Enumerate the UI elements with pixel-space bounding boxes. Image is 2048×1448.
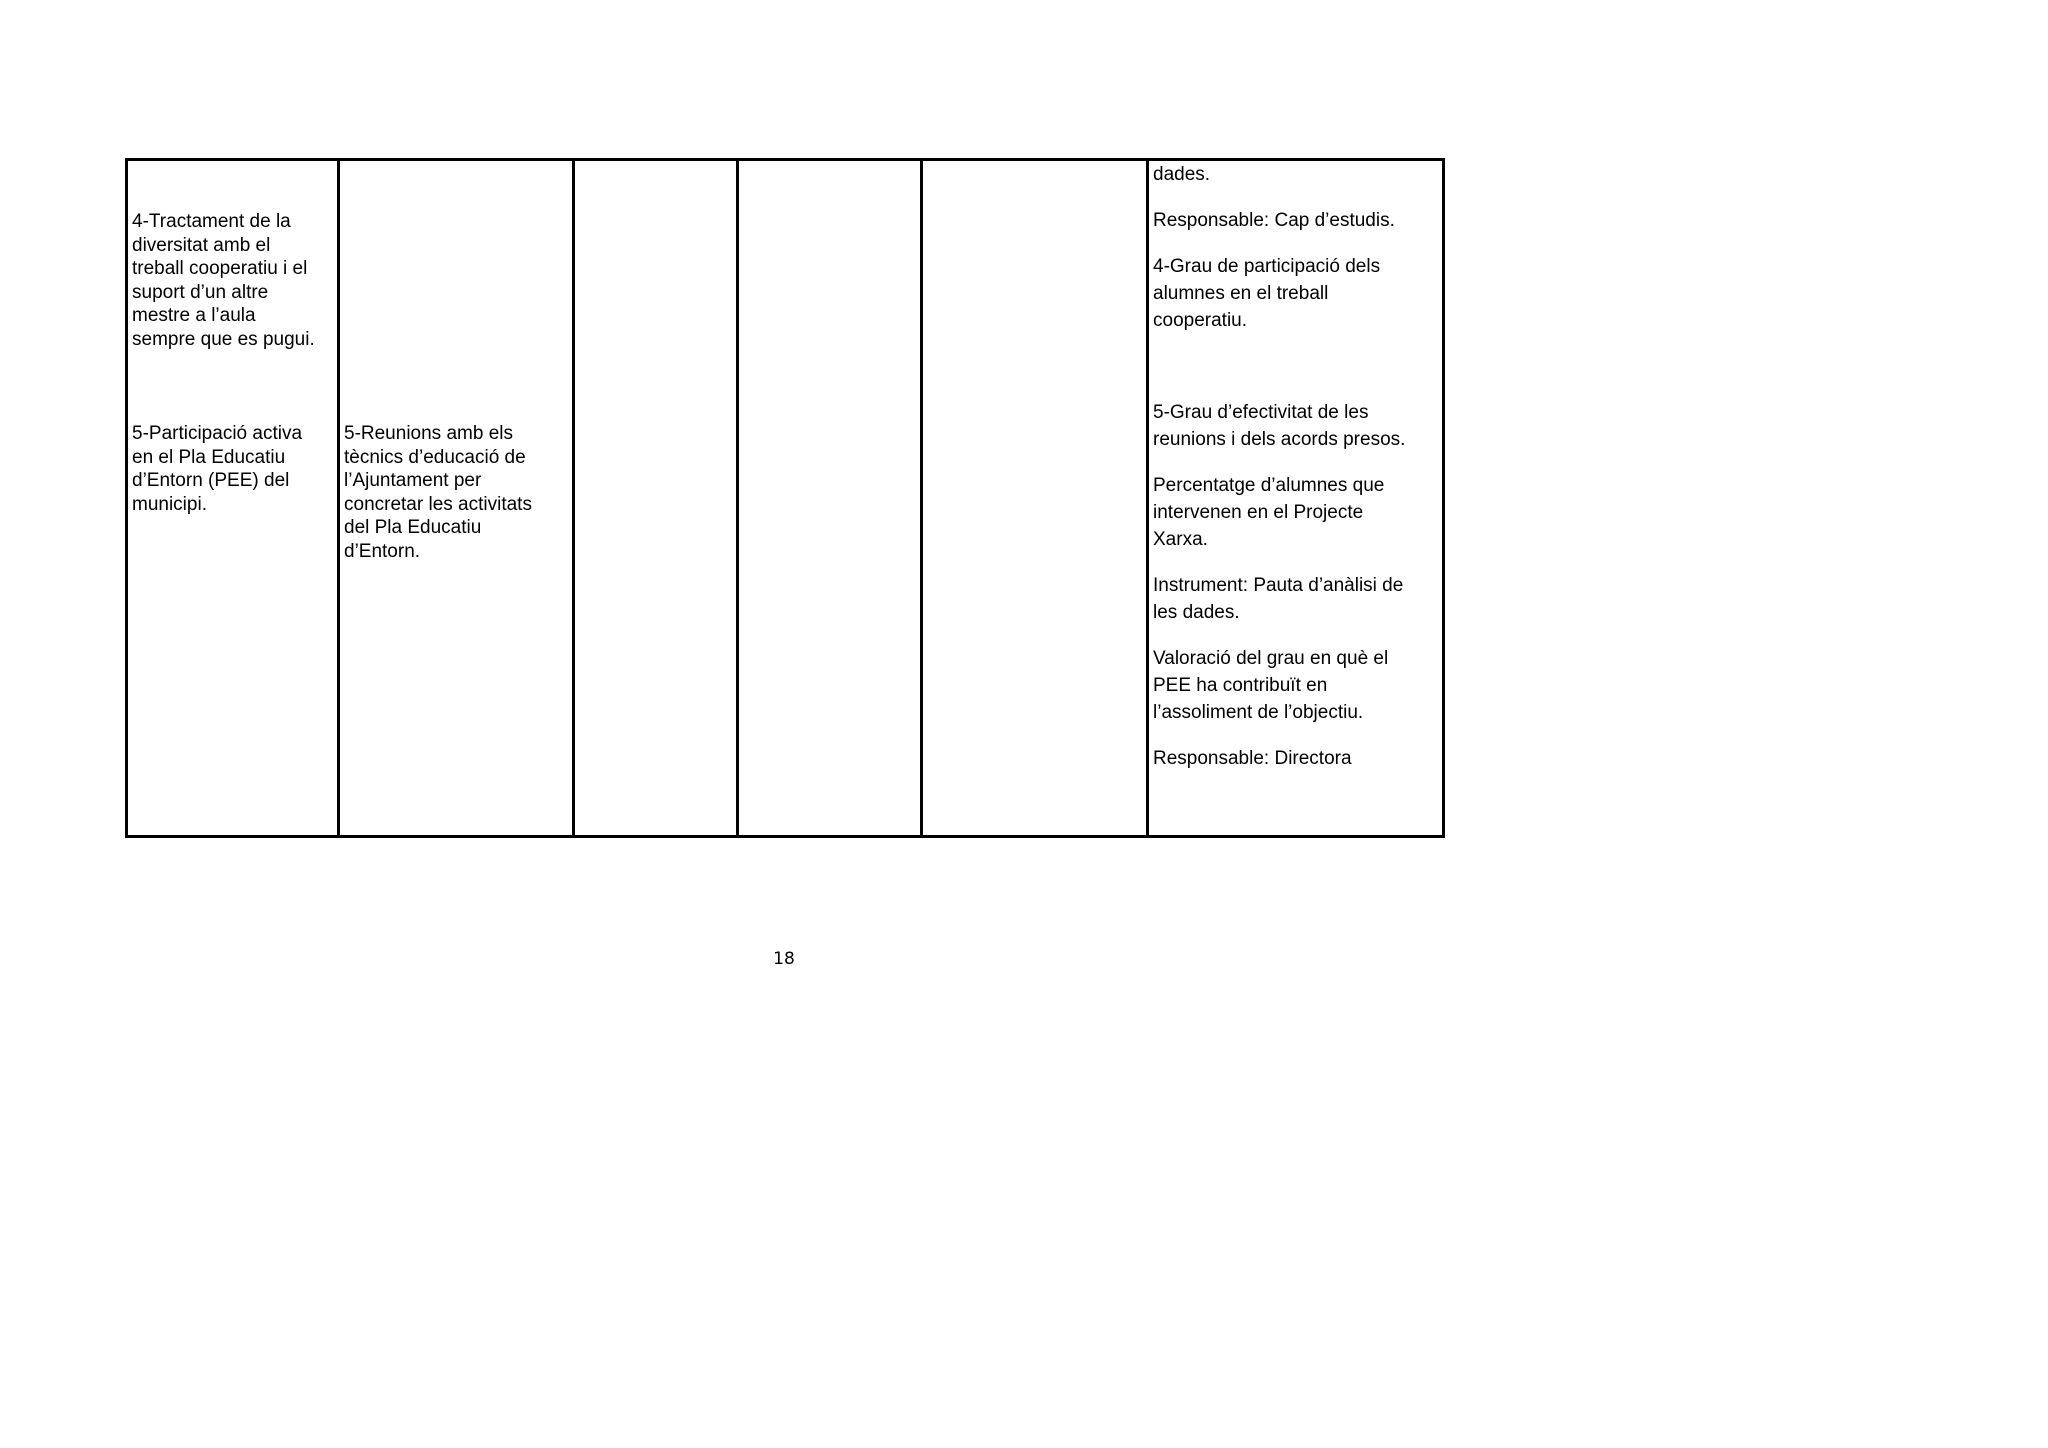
indicator-paragraph: 4-Grau de participació dels alumnes en el treball cooperatiu. bbox=[1153, 256, 1381, 331]
objective-4-text: 4-Tractament de la diversitat amb el treball cooperatiu i el suport d’un altre mestre a l’aula sempre que es pugui. bbox=[132, 211, 315, 350]
action-5-text: 5-Reunions amb els tècnics d’educació de l’Ajuntament per concretar les activitats del Pla Educatiu d’Entorn. bbox=[344, 423, 532, 562]
indicator-paragraph: Responsable: Cap d’estudis. bbox=[1153, 210, 1395, 231]
indicator-paragraph: Responsable: Directora bbox=[1153, 748, 1352, 769]
indicator-paragraph: dades. bbox=[1153, 164, 1211, 185]
objective-5-text: 5-Participació activa en el Pla Educatiu d’Entorn (PEE) del municipi. bbox=[132, 423, 303, 515]
page-number: 18 bbox=[773, 949, 795, 969]
indicator-paragraph: 5-Grau d’efectivitat de les reunions i dels acords presos. bbox=[1153, 402, 1406, 450]
table-cell-empty bbox=[575, 161, 736, 835]
table-cell-empty bbox=[923, 161, 1146, 835]
table-cell-indicators bbox=[1149, 161, 1445, 835]
table-cell-empty bbox=[739, 161, 920, 835]
indicator-paragraph: Percentatge d’alumnes que intervenen en el Projecte Xarxa. bbox=[1153, 475, 1385, 550]
evaluation-table bbox=[125, 158, 1445, 838]
table-cell-actions bbox=[340, 161, 572, 835]
indicator-paragraph: Valoració del grau en què el PEE ha contribuït en l’assoliment de l’objectiu. bbox=[1153, 648, 1389, 723]
table-cell-objectives bbox=[128, 161, 337, 835]
indicator-paragraph: Instrument: Pauta d’anàlisi de les dades. bbox=[1153, 575, 1404, 623]
